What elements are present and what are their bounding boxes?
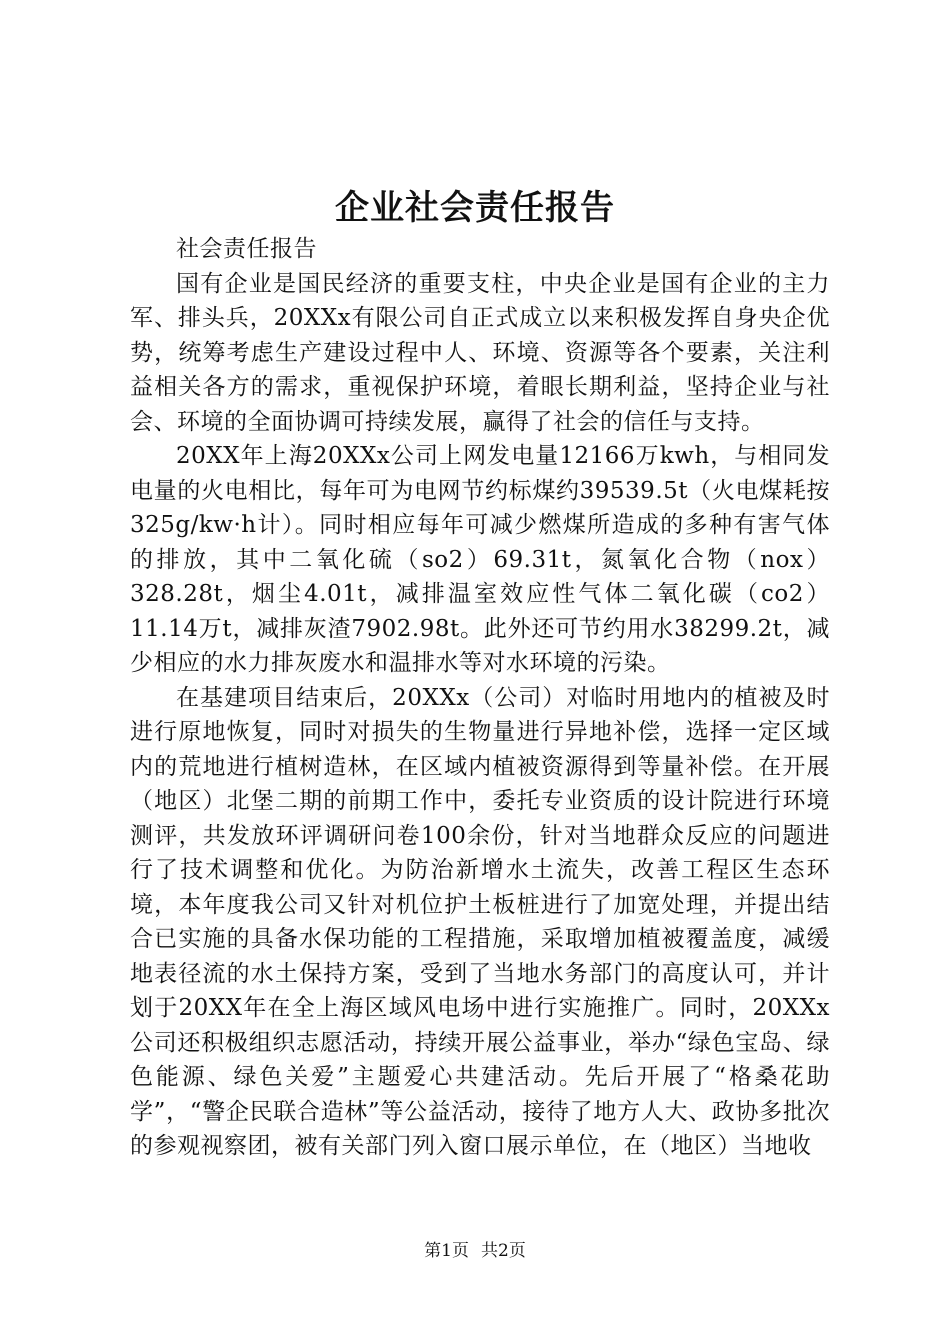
paragraph-2: 20XX年上海20XXx公司上网发电量12166万kwh，与相同发电量的火电相比，每年可为电网节约标煤约39539.5t（火电煤耗按325g/kw·h计）。同时相应每年可减少燃煤所造成的多种有害气体的排放，其中二氧化硫（so2）69.31t，氮氧化合物（nox）328.28t，烟尘4.01t，减排温室效应性气体二氧化碳（co2）11.14万t，减排灰渣7902.98t。此外还可节约用水38299.2t，减少相应的水力排灰废水和温排水等对水环境的污染。 xyxy=(130,443,830,676)
paragraph-3: 在基建项目结束后，20XXx（公司）对临时用地内的植被及时进行原地恢复，同时对损失的生物量进行异地补偿，选择一定区域内的荒地进行植树造林，在区域内植被资源得到等量补偿。在开展（地区）北堡二期的前期工作中，委托专业资质的设计院进行环境测评，共发放环评调研问卷100余份，针对当地群众反应的问题进行了技术调整和优化。为防治新增水土流失，改善工程区生态环境，本年度我公司又针对机位护土板桩进行了加宽处理，并提出结合已实施的具备水保功能的工程措施，采取增加植被覆盖度，减缓地表径流的水土保持方案，受到了当地水务部门的高度认可，并计划于20XX年在全上海区域风电场中进行实施推广。同时，20XXx公司还积极组织志愿活动，持续开展公益事业，举办“绿色宝岛、绿色能源、绿色关爱”主题爱心共建活动。先后开展了“格桑花助学”，“警企民联合造林”等公益活动，接待了地方人大、政协多批次的参观视察团，被有关部门列入窗口展示单位，在（地区）当地收 xyxy=(130,684,830,1159)
page-total: 共2页 xyxy=(481,1241,526,1261)
paragraph-1: 国有企业是国民经济的重要支柱，中央企业是国有企业的主力军、排头兵，20XXx有限公司自正式成立以来积极发挥自身央企优势，统筹考虑生产建设过程中人、环境、资源等各个要素，关注利益相关各方的需求，重视保护环境，着眼长期利益，坚持企业与社会、环境的全面协调可持续发展，赢得了社会的信任与支持。 xyxy=(130,270,830,435)
page-number: 第1页 xyxy=(424,1241,469,1261)
page-footer xyxy=(0,1238,950,1264)
document-title: 企业社会责任报告 xyxy=(335,188,615,228)
document-subtitle: 社会责任报告 xyxy=(176,236,317,262)
document-body xyxy=(130,232,830,1164)
